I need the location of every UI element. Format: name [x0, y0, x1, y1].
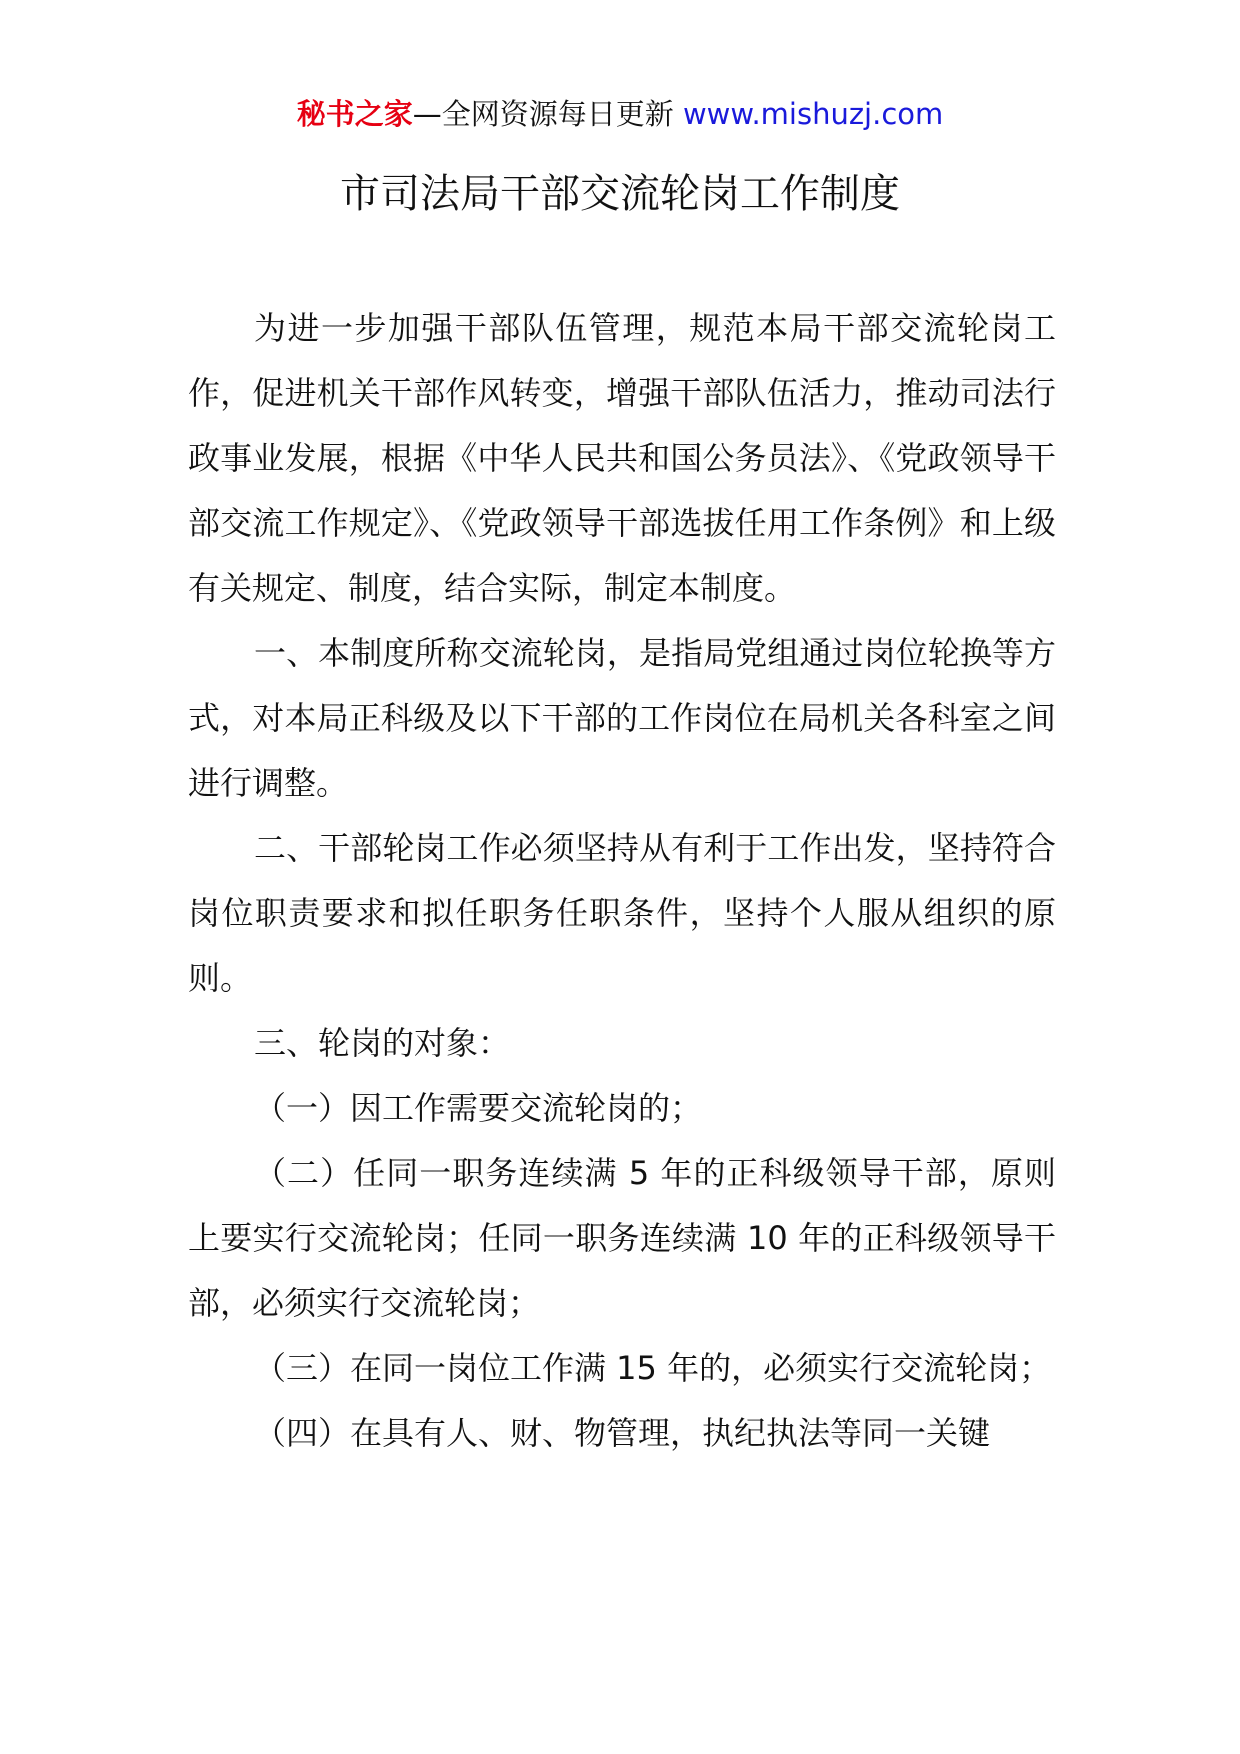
header-tagline: —全网资源每日更新	[412, 97, 674, 131]
site-url-link[interactable]: www.mishuzj.com	[682, 97, 944, 131]
site-header	[0, 94, 1240, 134]
document-title: 市司法局干部交流轮岗工作制度	[340, 171, 900, 217]
paragraph-preamble: 为进一步加强干部队伍管理，规范本局干部交流轮岗工作，促进机关干部作风转变，增强干部队伍活力，推动司法行政事业发展，根据《中华人民共和国公务员法》、《党政领导干部交流工作规定》、《党政领导干部选拔任用工作条例》和上级有关规定、制度，结合实际，制定本制度。	[188, 309, 1056, 607]
paragraph-item-3: （三）在同一岗位工作满 15 年的，必须实行交流轮岗；	[254, 1349, 1052, 1387]
paragraph-article-3: 三、轮岗的对象：	[254, 1024, 511, 1062]
paragraph-article-1: 一、本制度所称交流轮岗，是指局党组通过岗位轮换等方式，对本局正科级及以下干部的工作岗位在局机关各科室之间进行调整。	[188, 634, 1056, 802]
paragraph-item-4: （四）在具有人、财、物管理，执纪执法等同一关键	[254, 1414, 991, 1452]
paragraph-article-2: 二、干部轮岗工作必须坚持从有利于工作出发，坚持符合岗位职责要求和拟任职务任职条件，坚持个人服从组织的原则。	[188, 829, 1056, 997]
paragraph-item-2: （二）任同一职务连续满 5 年的正科级领导干部，原则上要实行交流轮岗；任同一职务连续满 10 年的正科级领导干部，必须实行交流轮岗；	[188, 1154, 1056, 1322]
brand-name: 秘书之家	[296, 97, 413, 131]
paragraph-item-1: （一）因工作需要交流轮岗的；	[254, 1089, 703, 1127]
document-body	[188, 296, 1056, 1466]
